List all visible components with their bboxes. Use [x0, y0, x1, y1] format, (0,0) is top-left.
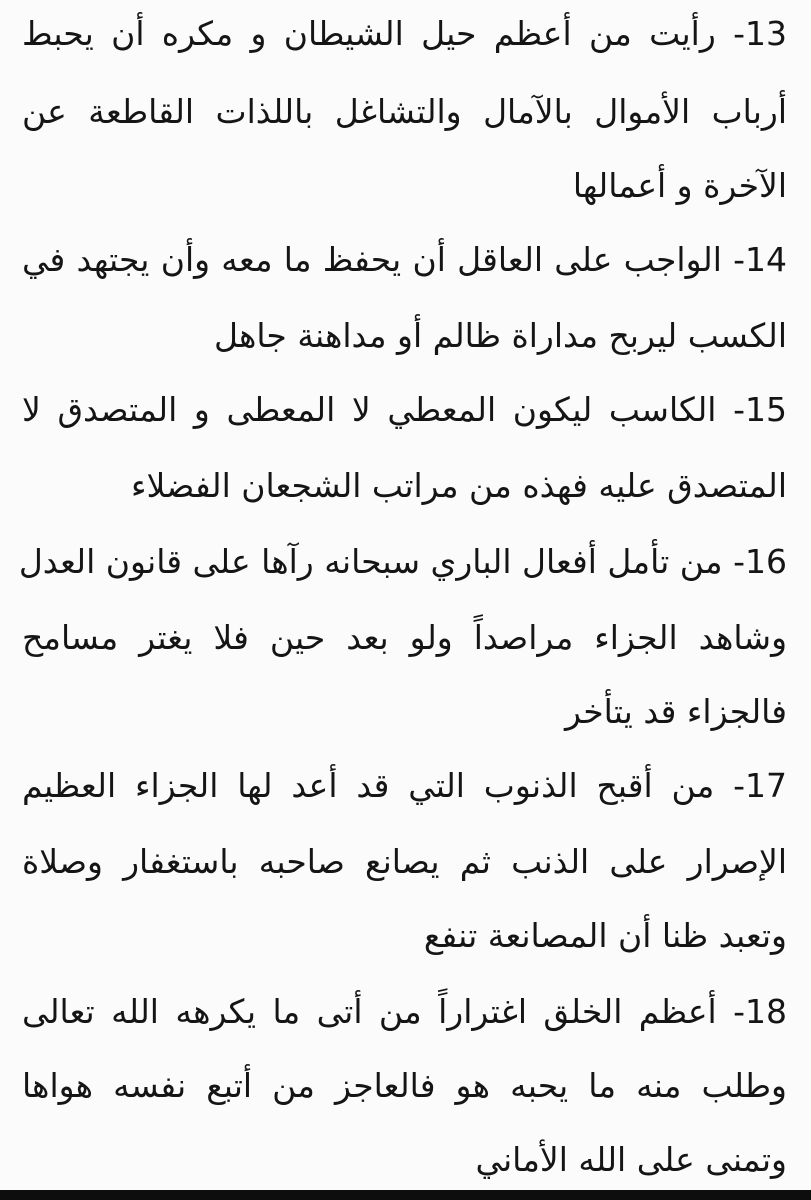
item-13-line-3: الآخرة و أعمالها	[572, 166, 787, 205]
item-16-line-1: 16- من تأمل أفعال الباري سبحانه رآها على قانون العدل	[18, 542, 787, 581]
item-17-line-3: وتعبد ظنا أن المصانعة تنفع	[423, 916, 787, 955]
item-18-line-3: وتمنى على الله الأماني	[475, 1140, 787, 1179]
item-18-line-2: وطلب منه ما يحبه هو فالعاجز من أتبع نفسه هواها	[22, 1066, 787, 1105]
item-15-line-1: 15- الكاسب ليكون المعطي لا المعطى و المتصدق لا	[22, 390, 787, 429]
item-15-line-2: المتصدق عليه فهذه من مراتب الشجعان الفضلاء	[131, 466, 787, 505]
item-18-line-1: 18- أعظم الخلق اغتراراً من أتى ما يكرهه الله تعالى	[22, 992, 787, 1031]
item-13-line-1: 13- رأيت من أعظم حيل الشيطان و مكره أن يحبط	[22, 14, 787, 53]
item-14-line-1: 14- الواجب على العاقل أن يحفظ ما معه وأن يجتهد في	[22, 240, 787, 279]
item-13-line-2: أرباب الأموال بالآمال والتشاغل باللذات القاطعة عن	[22, 92, 787, 131]
item-16-line-2: وشاهد الجزاء مراصداً ولو بعد حين فلا يغتر مسامح	[22, 618, 787, 657]
bottom-bar	[0, 1190, 811, 1200]
item-17-line-2: الإصرار على الذنب ثم يصانع صاحبه باستغفار وصلاة	[22, 842, 787, 881]
item-17-line-1: 17- من أقبح الذنوب التي قد أعد لها الجزاء العظيم	[22, 766, 787, 805]
item-16-line-3: فالجزاء قد يتأخر	[565, 692, 787, 731]
item-14-line-2: الكسب ليربح مداراة ظالم أو مداهنة جاهل	[213, 316, 787, 355]
